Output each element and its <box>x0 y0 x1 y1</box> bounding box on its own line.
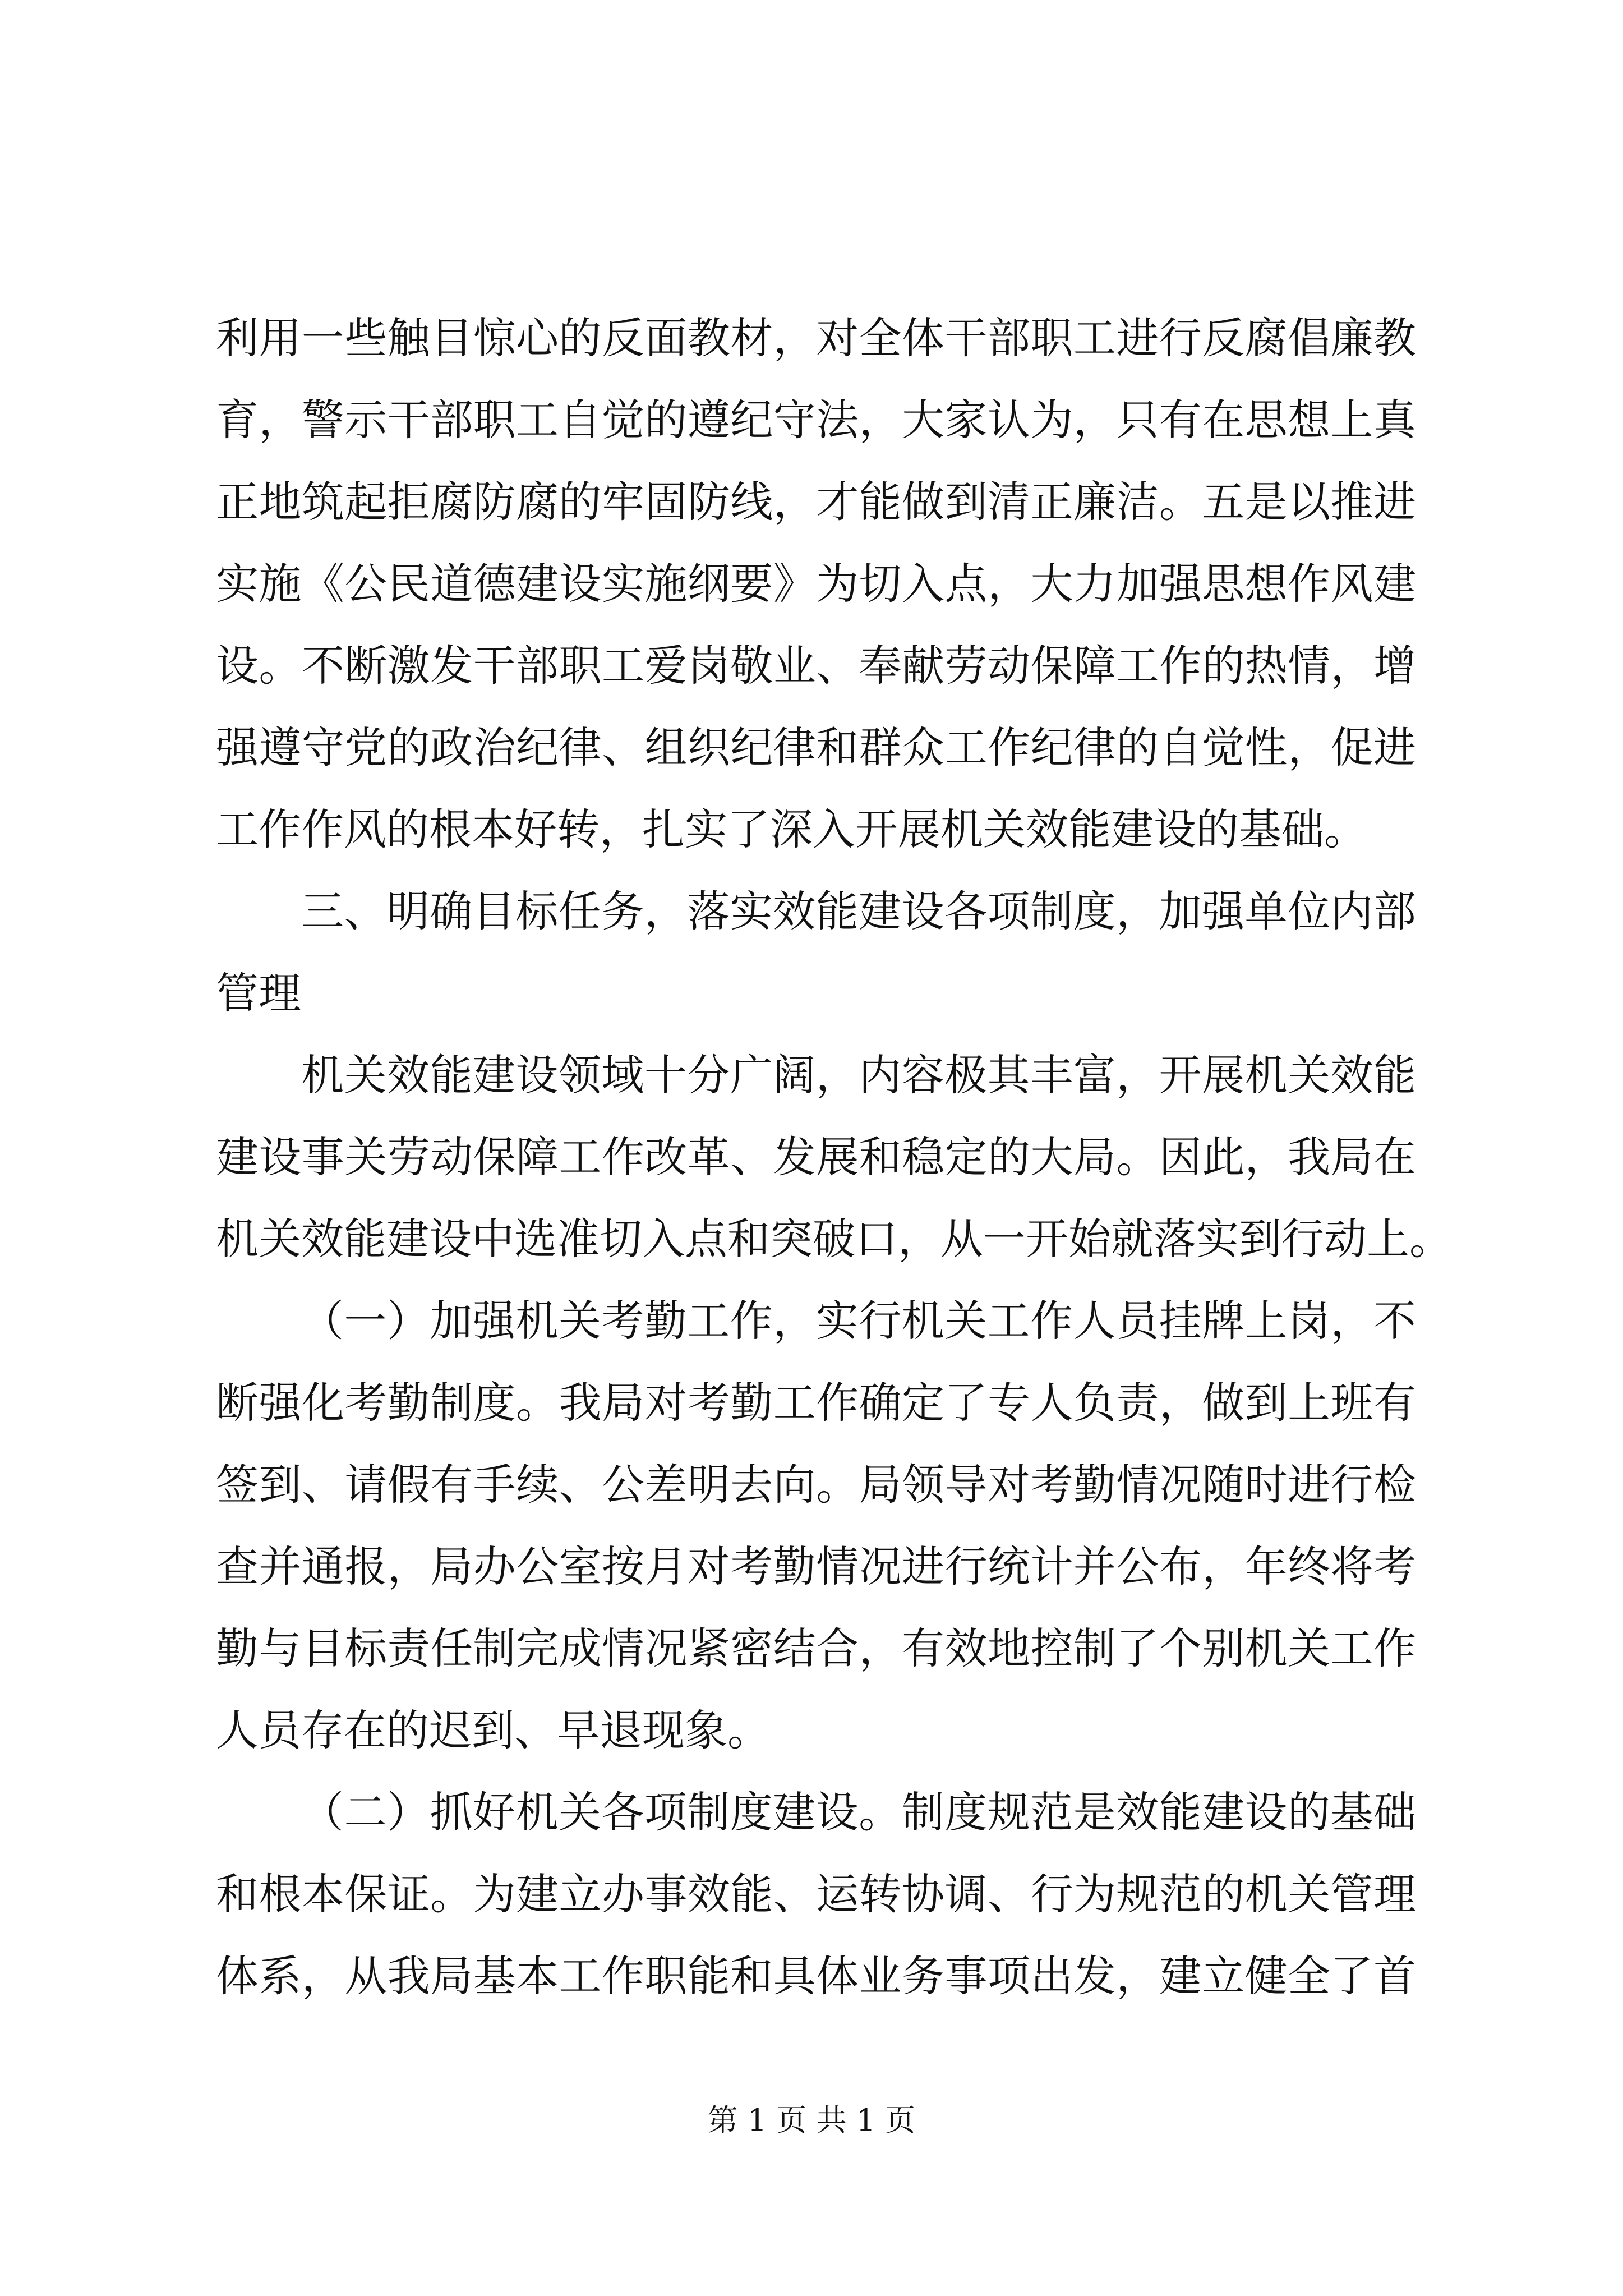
text-line: 育，警示干部职工自觉的遵纪守法，大家认为，只有在思想上真 <box>216 395 1416 445</box>
text-line: 正地筑起拒腐防腐的牢固防线，才能做到清正廉洁。五是以推进 <box>216 477 1416 527</box>
text-line: 三、明确目标任务，落实效能建设各项制度，加强单位内部 <box>301 886 1416 936</box>
paragraph <box>216 1772 1416 2017</box>
text-line: 利用一些触目惊心的反面教材，对全体干部职工进行反腐倡廉教 <box>216 313 1416 363</box>
text-line: 设。不断激发干部职工爱岗敬业、奉献劳动保障工作的热情，增 <box>216 641 1416 691</box>
page-footer <box>0 2098 1623 2143</box>
text-line: 勤与目标责任制完成情况紧密结合，有效地控制了个别机关工作 <box>216 1623 1416 1673</box>
paragraph <box>216 1280 1416 1772</box>
paragraph <box>216 297 1416 871</box>
text-line: 强遵守党的政治纪律、组织纪律和群众工作纪律的自觉性，促进 <box>216 723 1416 772</box>
text-line: 和根本保证。为建立办事效能、运转协调、行为规范的机关管理 <box>216 1869 1416 1919</box>
text-line: 工作作风的根本好转，扎实了深入开展机关效能建设的基础。 <box>216 804 1367 854</box>
document-body <box>216 297 1452 2017</box>
text-line: （二）抓好机关各项制度建设。制度规范是效能建设的基础 <box>301 1787 1416 1837</box>
text-line: 查并通报，局办公室按月对考勤情况进行统计并公布，年终将考 <box>216 1542 1416 1591</box>
text-line: 签到、请假有手续、公差明去向。局领导对考勤情况随时进行检 <box>216 1460 1416 1510</box>
text-line: 机关效能建设领域十分广阔，内容极其丰富，开展机关效能 <box>301 1050 1416 1100</box>
page-number: 第 1 页 共 1 页 <box>707 2102 916 2138</box>
text-line: 管理 <box>216 968 301 1018</box>
text-line: 机关效能建设中选准切入点和突破口，从一开始就落实到行动上。 <box>216 1214 1452 1264</box>
text-line: 建设事关劳动保障工作改革、发展和稳定的大局。因此，我局在 <box>216 1132 1416 1182</box>
text-line: （一）加强机关考勤工作，实行机关工作人员挂牌上岗，不 <box>301 1296 1416 1346</box>
text-line: 体系，从我局基本工作职能和具体业务事项出发，建立健全了首 <box>216 1951 1416 2001</box>
text-line: 人员存在的迟到、早退现象。 <box>216 1705 770 1755</box>
paragraph <box>216 1034 1452 1280</box>
section-heading <box>216 871 1416 1034</box>
text-line: 断强化考勤制度。我局对考勤工作确定了专人负责，做到上班有 <box>216 1378 1416 1428</box>
text-line: 实施《公民道德建设实施纲要》为切入点，大力加强思想作风建 <box>216 559 1416 609</box>
